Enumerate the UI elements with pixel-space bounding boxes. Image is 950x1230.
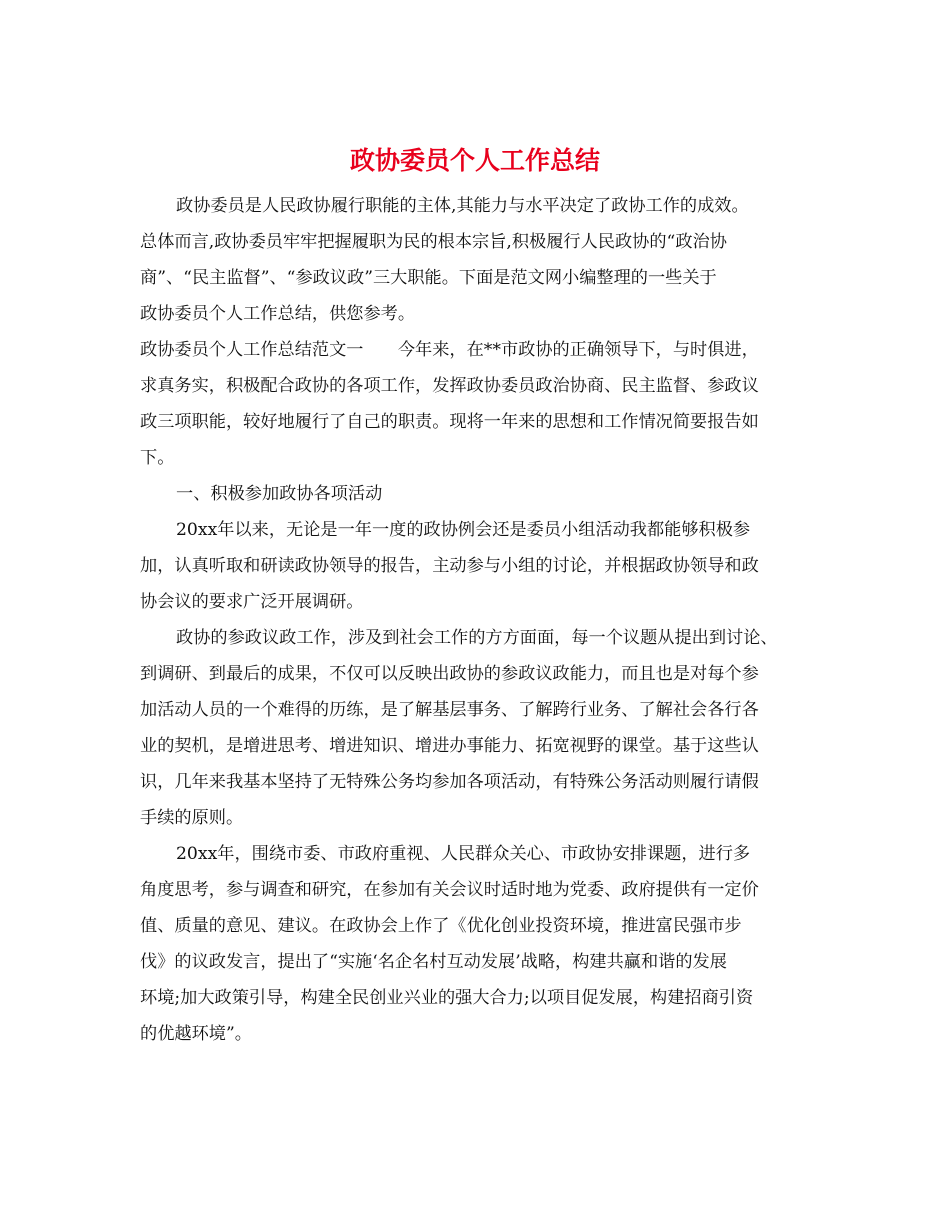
body-text-line: 加，认真听取和研读政协领导的报告，主动参与小组的讨论，并根据政协领导和政 bbox=[140, 556, 759, 576]
body-text-line: 业的契机，是增进思考、增进知识、增进办事能力、拓宽视野的课堂。基于这些认 bbox=[140, 736, 759, 756]
body-text-line: 的优越环境”。 bbox=[140, 1024, 252, 1044]
body-text-line: 政三项职能，较好地履行了自己的职责。现将一年来的思想和工作情况简要报告如 bbox=[140, 412, 759, 432]
body-text-line: 角度思考，参与调查和研究，在参加有关会议时适时地为党委、政府提供有一定价 bbox=[140, 880, 759, 900]
document-title: 政协委员个人工作总结 bbox=[349, 146, 600, 175]
body-text-line: 识，几年来我基本坚持了无特殊公务均参加各项活动，有特殊公务活动则履行请假 bbox=[140, 772, 759, 792]
body-text-line: 下。 bbox=[140, 448, 175, 468]
body-text-line: 政协委员个人工作总结范文一 今年来，在**市政协的正确领导下，与时俱进， bbox=[140, 340, 759, 360]
body-text-line: 求真务实，积极配合政协的各项工作，发挥政协委员政治协商、民主监督、参政议 bbox=[140, 376, 759, 396]
body-text-line: 伐》的议政发言，提出了“实施‘名企名村互动发展’战略，构建共赢和谐的发展 bbox=[140, 952, 727, 972]
body-text-line: 环境;加大政策引导，构建全民创业兴业的强大合力;以项目促发展，构建招商引资 bbox=[140, 988, 754, 1008]
body-text-line: 协会议的要求广泛开展调研。 bbox=[140, 592, 364, 612]
body-text-line: 20xx年，围绕市委、市政府重视、人民群众关心、市政协安排课题，进行多 bbox=[176, 844, 751, 864]
body-text-line: 商”、“民主监督”、“参政议政”三大职能。下面是范文网小编整理的一些关于 bbox=[140, 268, 717, 288]
body-text-line: 20xx年以来，无论是一年一度的政协例会还是委员小组活动我都能够积极参 bbox=[176, 520, 751, 540]
body-text-line: 政协的参政议政工作，涉及到社会工作的方方面面，每一个议题从提出到讨论、 bbox=[176, 628, 778, 648]
body-text-line: 值、质量的意见、建议。在政协会上作了《优化创业投资环境，推进富民强市步 bbox=[140, 916, 742, 936]
body-text-line: 总体而言,政协委员牢牢把握履职为民的根本宗旨,积极履行人民政协的“政治协 bbox=[140, 232, 727, 252]
section-heading: 一、积极参加政协各项活动 bbox=[176, 484, 383, 504]
body-text-line: 到调研、到最后的成果，不仅可以反映出政协的参政议政能力，而且也是对每个参 bbox=[140, 664, 759, 684]
body-text-line: 政协委员个人工作总结，供您参考。 bbox=[140, 304, 416, 324]
body-text-line: 加活动人员的一个难得的历练，是了解基层事务、了解跨行业务、了解社会各行各 bbox=[140, 700, 759, 720]
body-text-line: 政协委员是人民政协履行职能的主体,其能力与水平决定了政协工作的成效。 bbox=[176, 196, 749, 216]
body-text-line: 手续的原则。 bbox=[140, 808, 244, 828]
